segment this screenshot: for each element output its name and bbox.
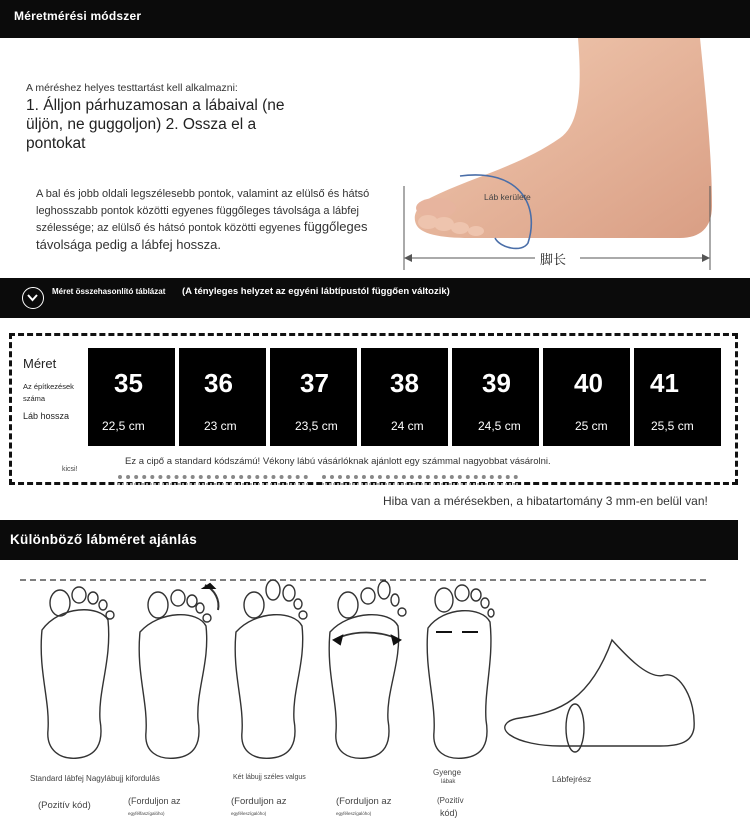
size-value: 38	[390, 368, 419, 398]
foot-code-small: egyféleszígalóho)	[231, 811, 267, 816]
measurement-section	[0, 38, 750, 278]
foot-type-caption: Gyenge	[433, 768, 462, 777]
size-cell	[179, 348, 266, 446]
foot-types-illustration	[0, 560, 750, 836]
foot-type-caption: lábak	[441, 779, 456, 785]
size-table	[9, 333, 738, 485]
error-note: Hiba van a mérésekben, a hibatartomány 3 mm-en belül van!	[383, 494, 708, 508]
section-header-size-chart	[0, 278, 750, 318]
size-value: 41	[650, 368, 679, 398]
foot-code-small: egyfélfaszígalóho)	[128, 811, 165, 816]
size-cell	[270, 348, 357, 446]
measure-intro: A méréshez helyes testtartást kell alkalmazni:	[26, 82, 238, 94]
divider	[118, 475, 308, 485]
foot-type-caption: Két lábujj széles valgus	[233, 774, 306, 781]
size-value: 36	[204, 368, 233, 398]
foot-code: kód)	[440, 808, 458, 818]
foot-code: (Pozitív kód)	[38, 800, 91, 811]
foot-code: (Forduljon az	[231, 796, 287, 807]
size-value: 35	[114, 368, 143, 398]
divider	[322, 475, 518, 485]
measure-note-b: függőleges távolsága pedig a lábfej hossza.	[36, 219, 368, 252]
row-label-build-1: Az építkezések	[23, 382, 74, 391]
measure-note	[36, 186, 406, 254]
size-value: 40	[574, 368, 603, 398]
length-value: 24 cm	[391, 419, 424, 433]
foot-code: (Forduljon az	[336, 796, 392, 807]
foot-length-label: 脚长	[540, 252, 567, 267]
section-header-foot-types	[0, 520, 738, 560]
size-cell	[452, 348, 539, 446]
row-label-build-2: száma	[23, 394, 46, 403]
size-value: 39	[482, 368, 511, 398]
row-label-length: Láb hossza	[23, 411, 70, 421]
size-chart-title: Méret összehasonlító táblázat	[52, 287, 166, 296]
size-note: Ez a cipő a standard kódszámú! Vékony lábú vásárlóknak ajánlott egy számmal nagyobbat vásárolni.	[125, 456, 551, 467]
size-cell	[543, 348, 630, 446]
length-value: 24,5 cm	[478, 419, 521, 433]
size-cell	[361, 348, 448, 446]
section-title: Különböző lábméret ajánlás	[10, 532, 198, 547]
section-title: Méretmérési módszer	[14, 9, 142, 23]
length-value: 23,5 cm	[295, 419, 338, 433]
foot-code: (Pozitív	[437, 796, 464, 805]
foot-type-caption: Lábfejrész	[552, 774, 592, 784]
measure-step: 1. Álljon párhuzamosan a lábaival (ne üljön, ne guggoljon) 2. Ossza el a pontokat	[26, 97, 285, 152]
foot-type-caption: Standard lábfej Nagylábujj kifordulás	[30, 774, 160, 783]
size-value: 37	[300, 368, 329, 398]
size-note-small: kicsi!	[62, 466, 78, 473]
size-chart-subtitle: (A tényleges helyzet az egyéni lábtípustól függően változik)	[182, 286, 450, 297]
row-label-size: Méret	[23, 356, 57, 371]
section-header-measurement	[0, 0, 750, 38]
measure-note-a: A bal és jobb oldali legszélesebb pontok, valamint az elülső és hátsó leghosszabb pontok közötti egyenes függőleges távolsága a lábfej szélessége; az elülső és hátsó pontok közötti egyenes	[36, 188, 370, 234]
chevron-down-icon	[22, 287, 44, 309]
length-value: 23 cm	[204, 419, 237, 433]
size-cell	[88, 348, 175, 446]
length-value: 22,5 cm	[102, 419, 145, 433]
size-cell	[634, 348, 721, 446]
length-value: 25 cm	[575, 419, 608, 433]
length-value: 25,5 cm	[651, 419, 694, 433]
foot-code: (Forduljon az	[128, 796, 181, 806]
foot-circumference-label: Láb kerülete	[484, 192, 531, 202]
foot-code-small: egyféleszígalóho)	[336, 811, 372, 816]
